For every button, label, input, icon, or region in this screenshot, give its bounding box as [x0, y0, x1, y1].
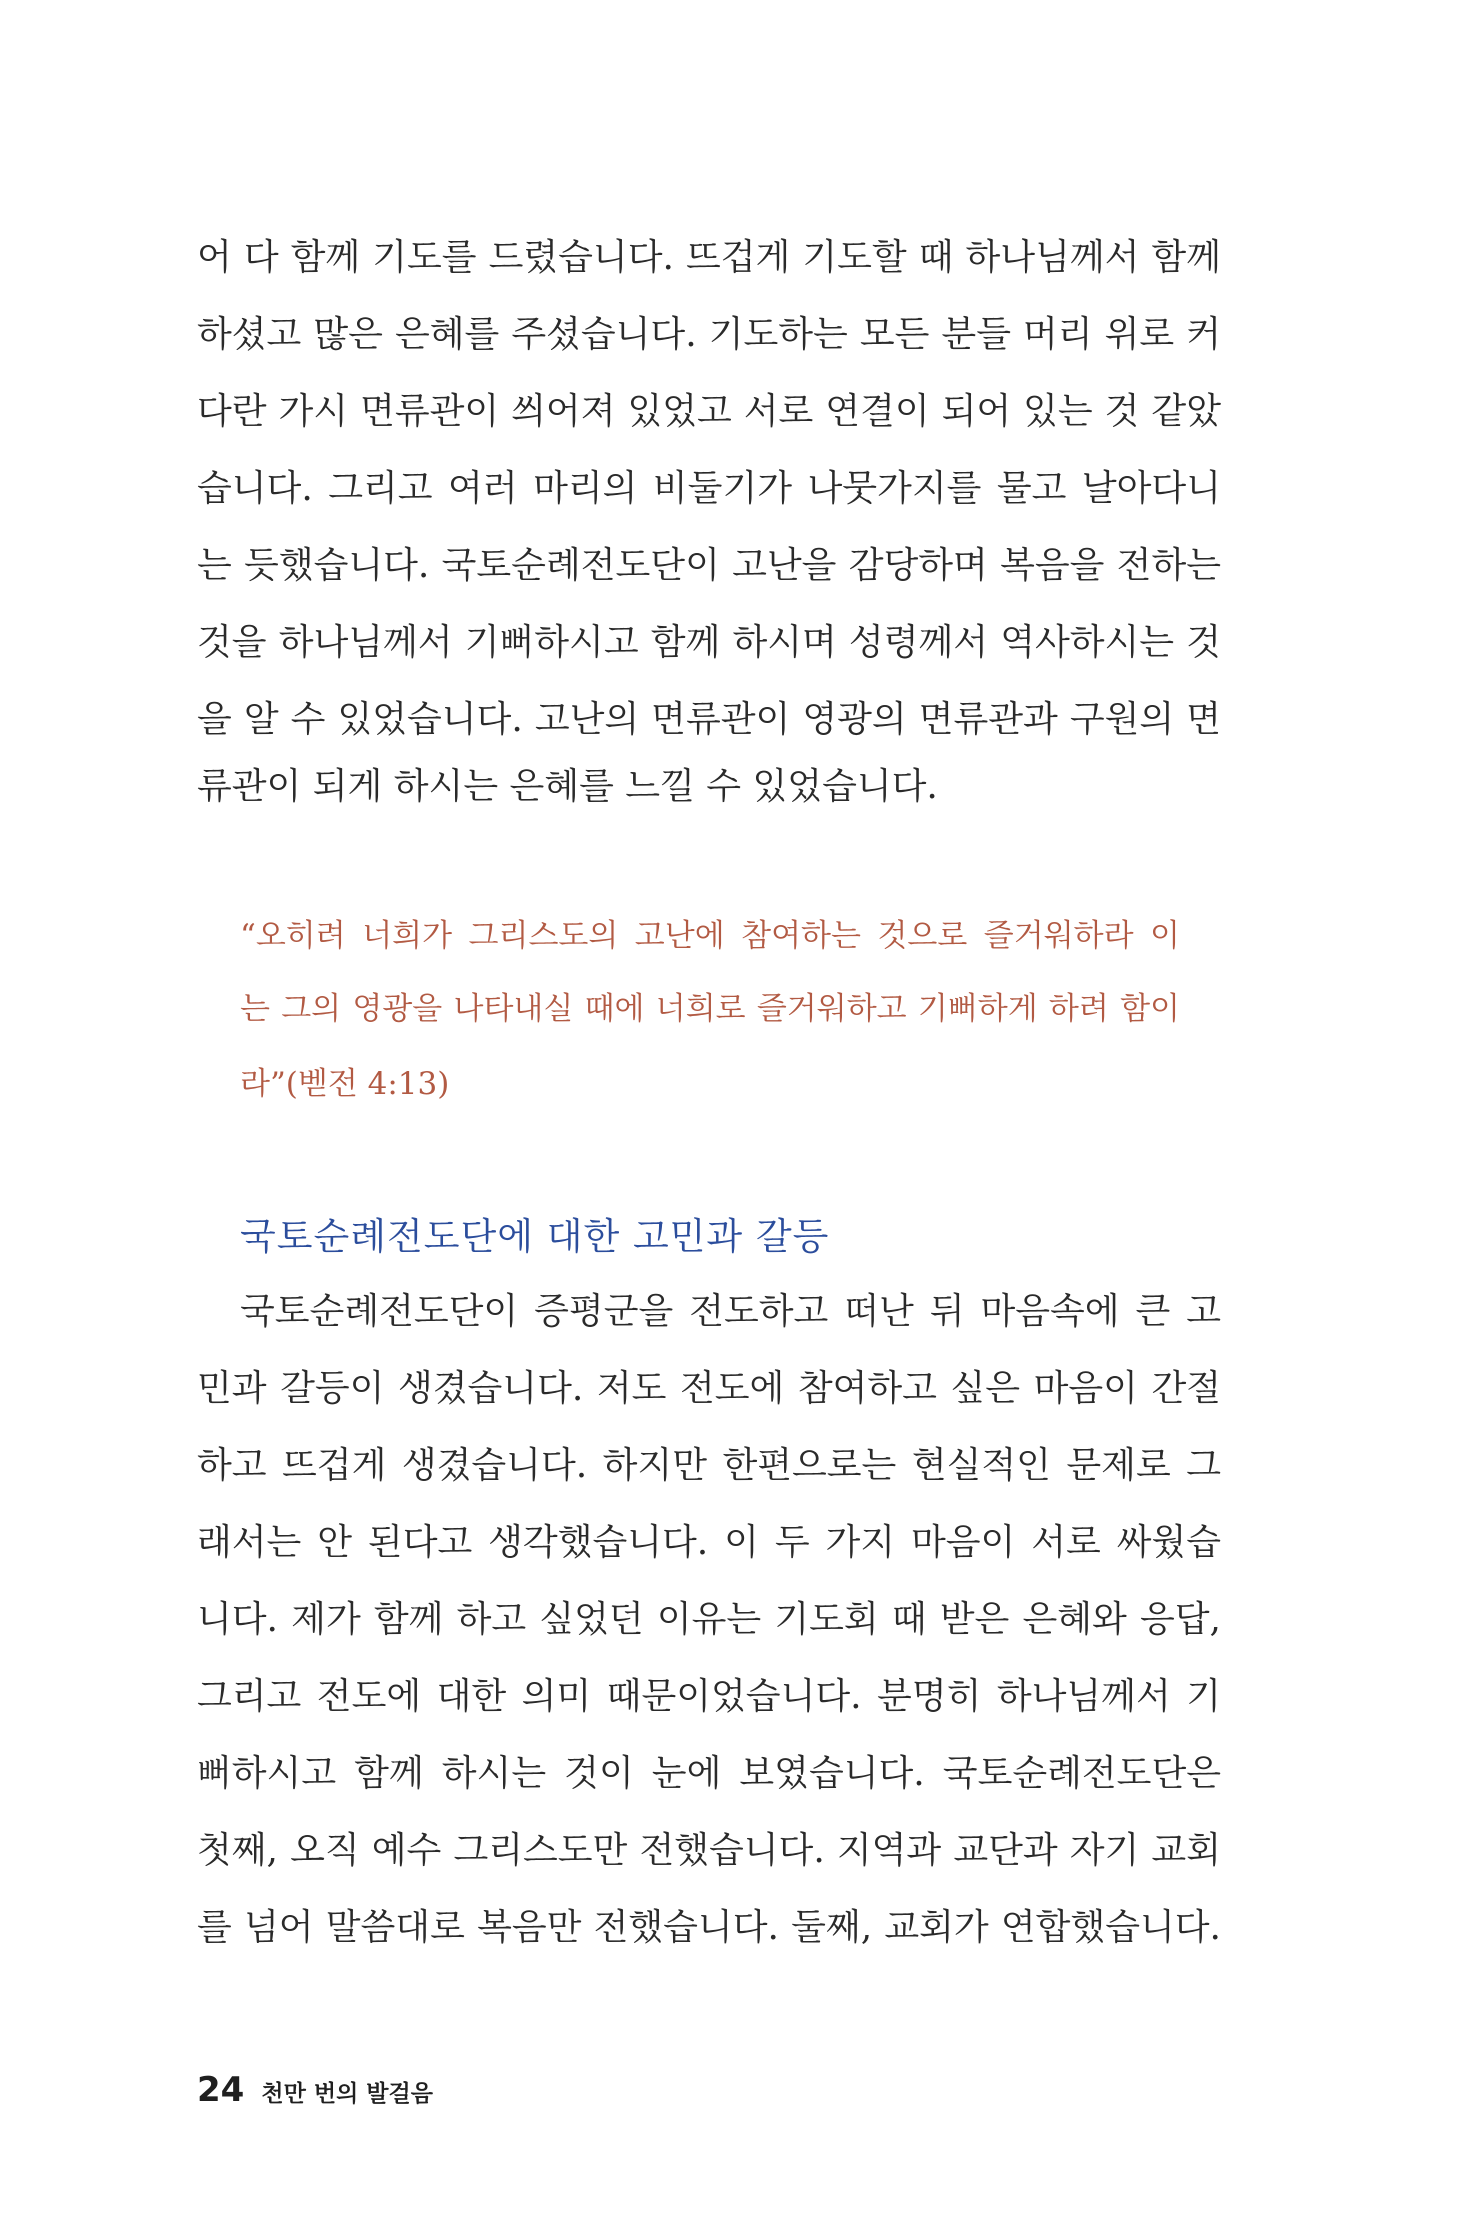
paragraph-1-line: 다란 가시 면류관이 씌어져 있었고 서로 연결이 되어 있는 것 같았 [197, 391, 1221, 432]
paragraph-2-line: 래서는 안 된다고 생각했습니다. 이 두 가지 마음이 서로 싸웠습 [197, 1522, 1221, 1563]
paragraph-2-line: 국토순례전도단이 증평군을 전도하고 떠난 뒤 마음속에 큰 고 [240, 1291, 1221, 1332]
paragraph-1-line: 하셨고 많은 은혜를 주셨습니다. 기도하는 모든 분들 머리 위로 커 [197, 314, 1221, 355]
page-footer [197, 2070, 433, 2110]
page-number: 24 [197, 2070, 245, 2110]
paragraph-1-line: 것을 하나님께서 기뻐하시고 함께 하시며 성령께서 역사하시는 것 [197, 622, 1221, 663]
paragraph-1-line: 을 알 수 있었습니다. 고난의 면류관이 영광의 면류관과 구원의 면 [197, 699, 1221, 740]
quote-line: 라”(벧전 4:13) [240, 1066, 450, 1102]
quote-line: “오히려 너희가 그리스도의 고난에 참여하는 것으로 즐거워하라 이 [240, 918, 1180, 954]
section-heading: 국토순례전도단에 대한 고민과 갈등 [240, 1215, 830, 1258]
paragraph-1-line: 는 듯했습니다. 국토순례전도단이 고난을 감당하며 복음을 전하는 [197, 545, 1221, 586]
paragraph-2-line: 민과 갈등이 생겼습니다. 저도 전도에 참여하고 싶은 마음이 간절 [197, 1368, 1221, 1409]
paragraph-2-line: 첫째, 오직 예수 그리스도만 전했습니다. 지역과 교단과 자기 교회 [197, 1830, 1221, 1871]
paragraph-1-line: 습니다. 그리고 여러 마리의 비둘기가 나뭇가지를 물고 날아다니 [197, 468, 1221, 509]
paragraph-1-line: 류관이 되게 하시는 은혜를 느낄 수 있었습니다. [197, 766, 938, 807]
paragraph-2-line: 하고 뜨겁게 생겼습니다. 하지만 한편으로는 현실적인 문제로 그 [197, 1445, 1221, 1486]
paragraph-2-line: 를 넘어 말씀대로 복음만 전했습니다. 둘째, 교회가 연합했습니다. [197, 1907, 1221, 1948]
paragraph-2-line: 니다. 제가 함께 하고 싶었던 이유는 기도회 때 받은 은혜와 응답, [197, 1599, 1221, 1640]
book-title: 천만 번의 발걸음 [261, 2081, 433, 2107]
paragraph-2-line: 그리고 전도에 대한 의미 때문이었습니다. 분명히 하나님께서 기 [197, 1676, 1221, 1717]
quote-line: 는 그의 영광을 나타내실 때에 너희로 즐거워하고 기뻐하게 하려 함이 [240, 991, 1180, 1027]
paragraph-1-line: 어 다 함께 기도를 드렸습니다. 뜨겁게 기도할 때 하나님께서 함께 [197, 237, 1221, 278]
paragraph-2-line: 뻐하시고 함께 하시는 것이 눈에 보였습니다. 국토순례전도단은 [197, 1753, 1221, 1794]
